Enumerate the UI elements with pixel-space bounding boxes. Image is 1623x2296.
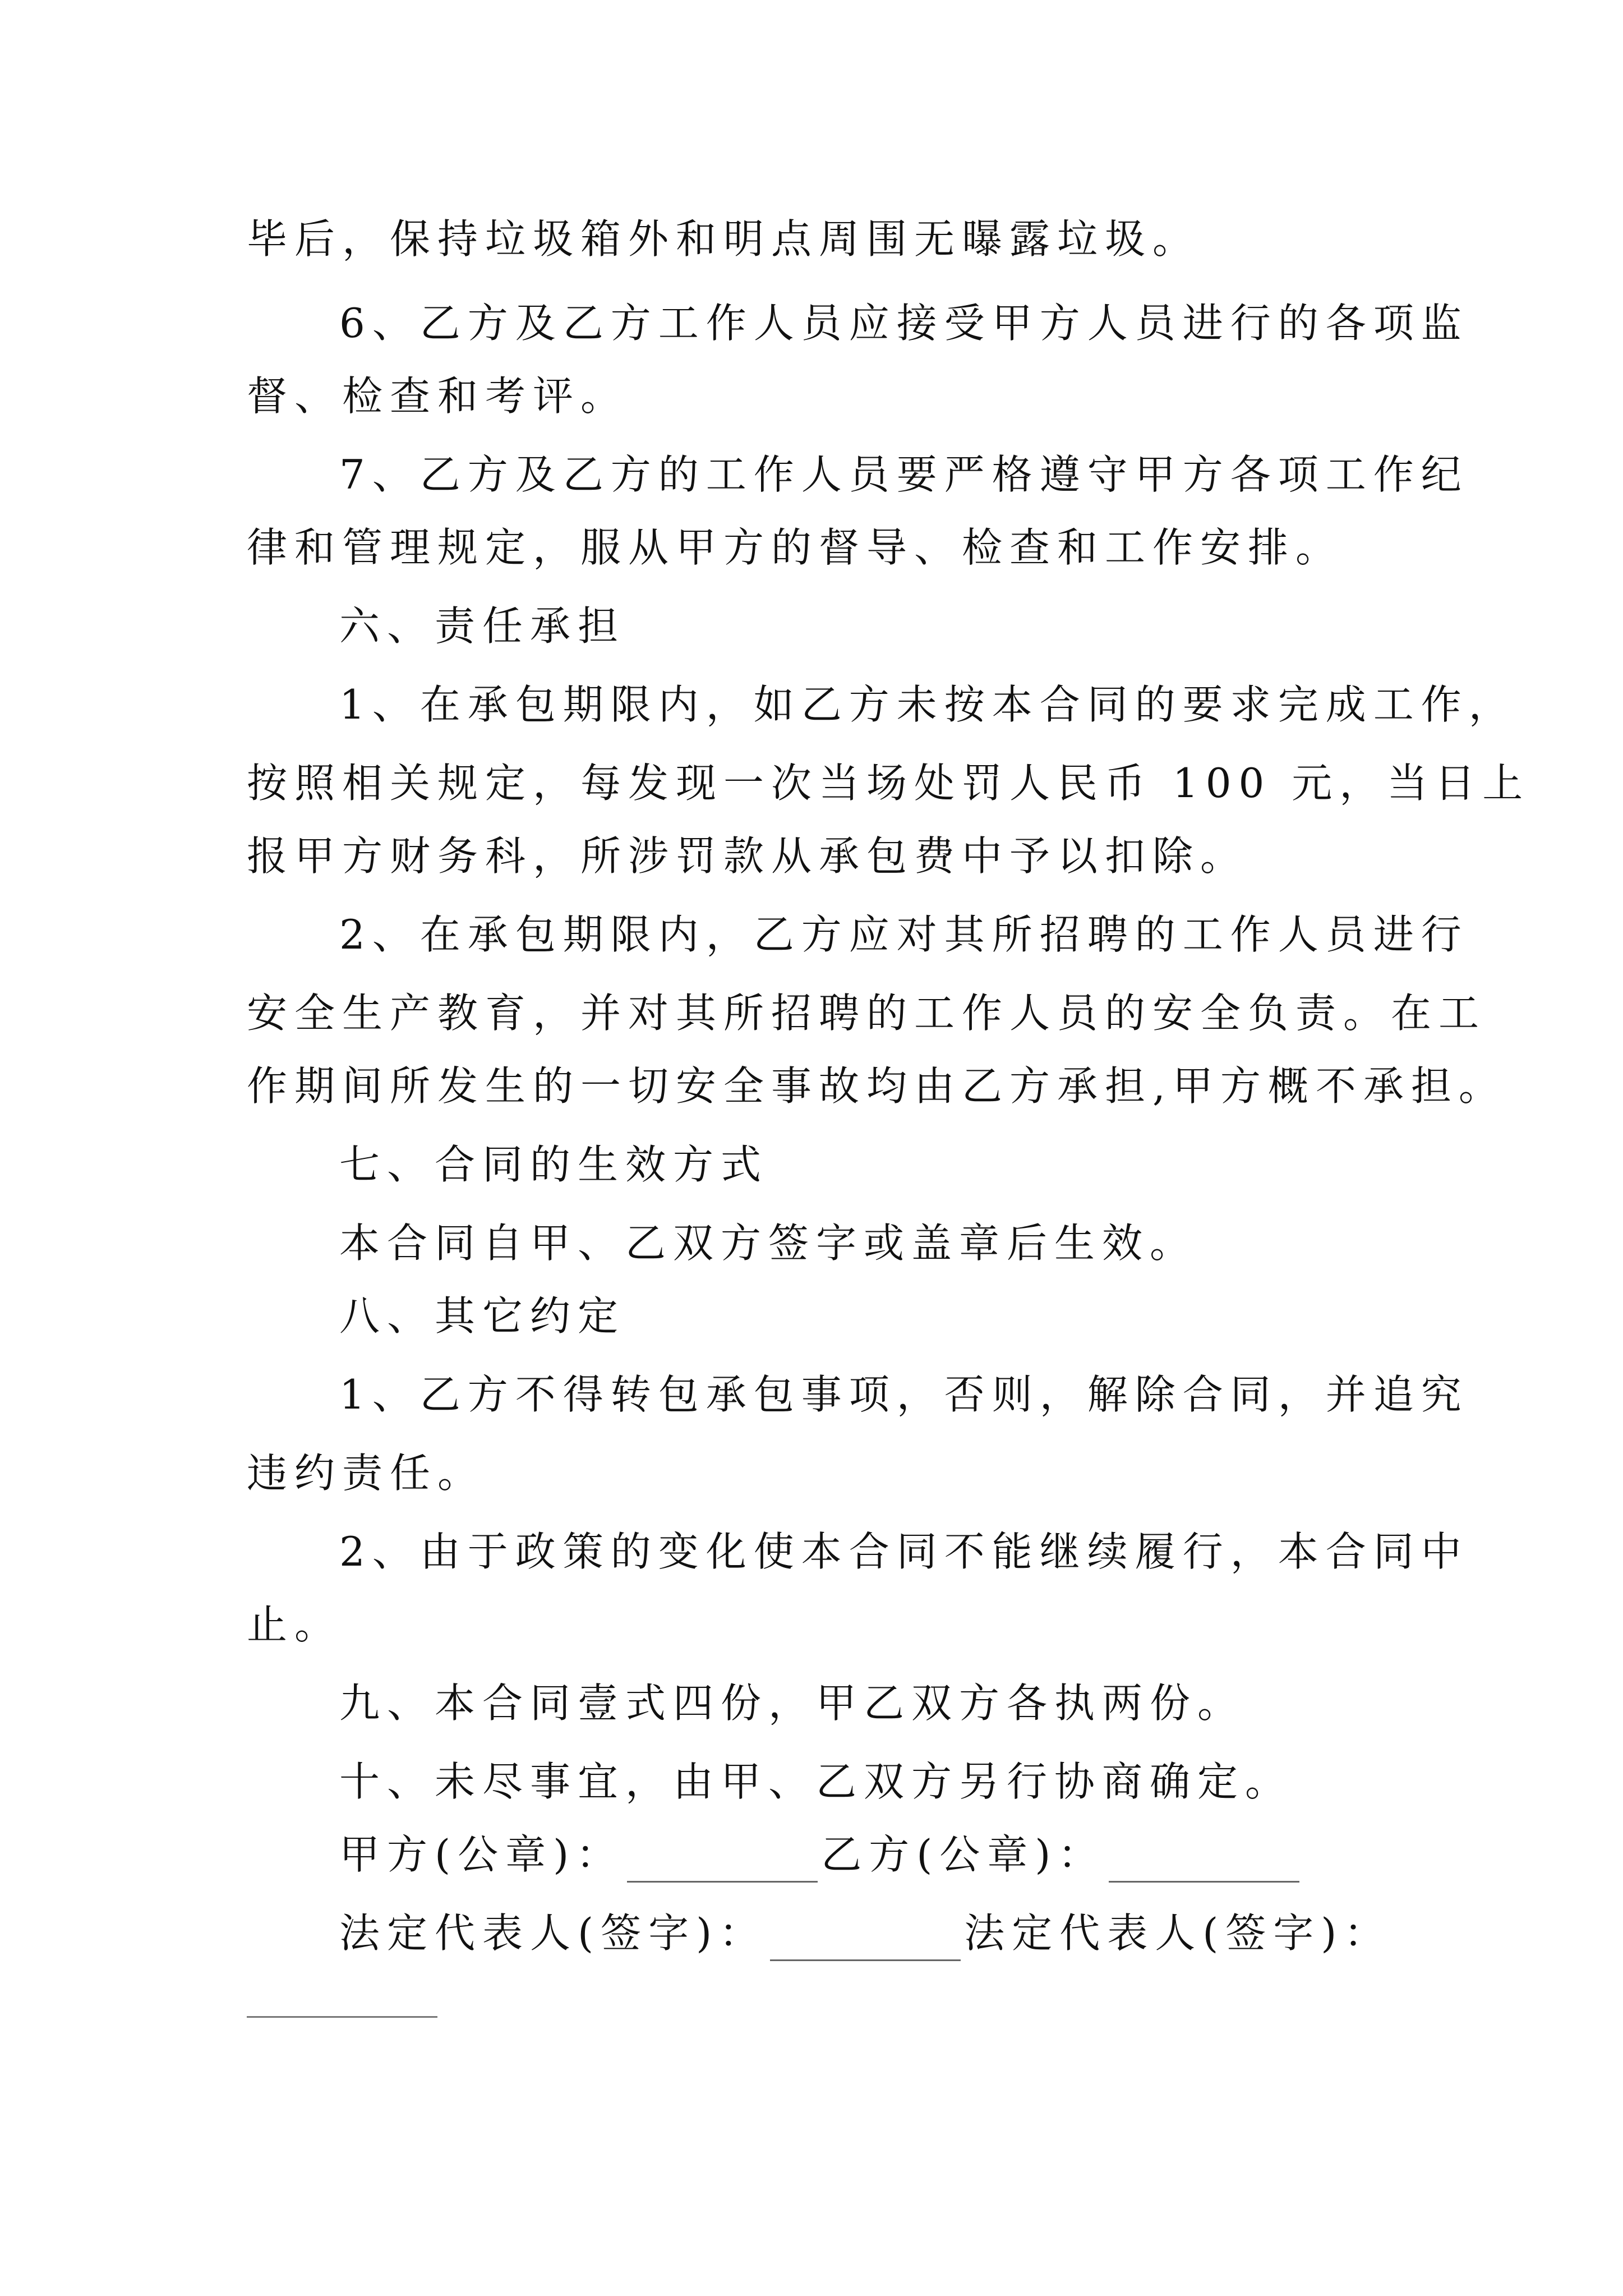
paragraph-line: 作期间所发生的一切安全事故均由乙方承担,甲方概不承担。 [247, 1062, 1506, 1110]
paragraph-line: 7、乙方及乙方的工作人员要严格遵守甲方各项工作纪 [339, 451, 1469, 498]
party-a-seal-blank[interactable] [627, 1844, 818, 1883]
party-a-legal-rep-blank[interactable] [770, 1922, 961, 1961]
signature-row-seal [339, 1826, 1303, 1883]
paragraph-line: 九、本合同壹式四份，甲乙双方各执两份。 [339, 1680, 1246, 1727]
paragraph-line: 2、在承包期限内，乙方应对其所招聘的工作人员进行 [339, 911, 1469, 958]
paragraph-line: 律和管理规定，服从甲方的督导、检查和工作安排。 [247, 524, 1344, 571]
paragraph-line: 十、未尽事宜，由甲、乙双方另行协商确定。 [339, 1758, 1293, 1805]
paragraph-line: 督、检查和考评。 [247, 372, 629, 420]
paragraph-line: 2、由于政策的变化使本合同不能继续履行，本合同中 [339, 1528, 1469, 1575]
paragraph-line: 1、在承包期限内，如乙方未按本合同的要求完成工作， [339, 681, 1516, 728]
section-heading: 八、其它约定 [339, 1292, 626, 1340]
paragraph-line: 1、乙方不得转包承包事项，否则，解除合同，并追究 [339, 1371, 1469, 1418]
party-b-seal-blank[interactable] [1109, 1844, 1299, 1883]
paragraph-line: 安全生产教育，并对其所招聘的工作人员的安全负责。在工 [247, 990, 1487, 1037]
party-b-legal-rep-blank[interactable] [247, 2016, 437, 2018]
paragraph-line: 6、乙方及乙方工作人员应接受甲方人员进行的各项监 [339, 300, 1469, 347]
paragraph-line: 按照相关规定，每发现一次当场处罚人民币 100 元，当日上 [247, 760, 1530, 807]
paragraph-line: 止。 [247, 1601, 343, 1648]
paragraph-line: 本合同自甲、乙双方签字或盖章后生效。 [339, 1220, 1198, 1267]
party-a-seal-label: 甲方(公章)： [339, 1831, 624, 1878]
paragraph-line: 毕后，保持垃圾箱外和明点周围无曝露垃圾。 [247, 215, 1201, 263]
signature-row-legal-rep [339, 1905, 1391, 1961]
paragraph-line: 报甲方财务科，所涉罚款从承包费中予以扣除。 [247, 832, 1248, 880]
section-heading: 六、责任承担 [339, 602, 626, 650]
section-heading: 七、合同的生效方式 [339, 1141, 769, 1188]
party-a-legal-rep-label: 法定代表人(签字)： [339, 1910, 767, 1957]
paragraph-line: 违约责任。 [247, 1450, 486, 1497]
party-b-seal-label: 乙方(公章)： [821, 1831, 1106, 1878]
party-b-legal-rep-label: 法定代表人(签字)： [964, 1910, 1392, 1957]
